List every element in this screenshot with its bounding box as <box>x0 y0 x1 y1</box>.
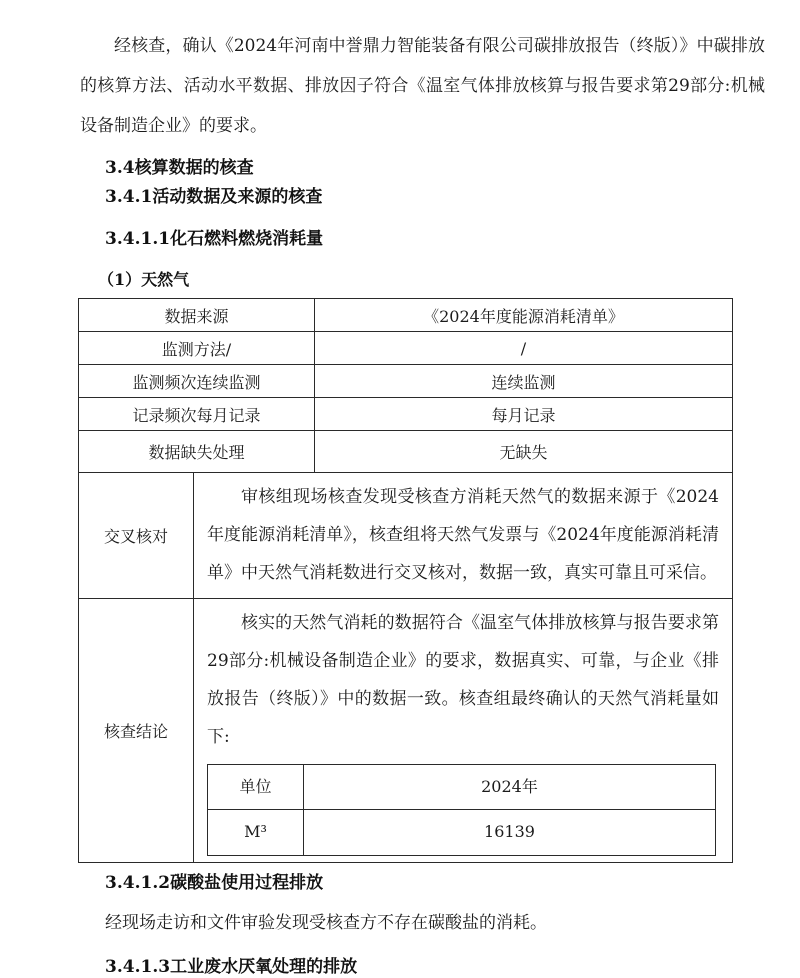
conclusion-text: 核实的天然气消耗的数据符合《温室气体排放核算与报告要求第29部分:机械设备制造企业》的要求，数据真实、可靠，与企业《排放报告（终版）》中的数据一致。核查组最终确认的天然气消耗量如下: <box>207 612 719 747</box>
verification-info-table <box>78 298 733 473</box>
table-row-missing-data <box>79 431 733 473</box>
section-heading-3-4-1-3: 3.4.1.3工业废水厌氧处理的排放 <box>105 956 358 977</box>
cross-check-cell <box>194 472 733 598</box>
record-frequency-value: 每月记录 <box>315 398 733 431</box>
carbonate-paragraph: 经现场走访和文件审验发现受核查方不存在碳酸盐的消耗。 <box>105 912 547 933</box>
conclusion-label: 核查结论 <box>79 598 194 862</box>
monitor-frequency-value: 连续监测 <box>315 365 733 398</box>
section-heading-3-4-1-1: 3.4.1.1化石燃料燃烧消耗量 <box>105 229 324 249</box>
consumption-header-row <box>208 764 716 809</box>
intro-paragraph: 经核查，确认《2024年河南中誉鼎力智能装备有限公司碳排放报告（终版）》中碳排放的核算方法、活动水平数据、排放因子符合《温室气体排放核算与报告要求第29部分:机械设备制造企业》的要求。 <box>80 36 765 136</box>
table-row-conclusion <box>79 598 733 862</box>
section-heading-3-4: 3.4核算数据的核查 <box>105 158 254 178</box>
verification-detail-table <box>78 472 733 863</box>
year-header-cell: 2024年 <box>304 764 716 809</box>
table-row-data-source <box>79 299 733 332</box>
conclusion-cell <box>194 598 733 862</box>
monitor-method-label: 监测方法/ <box>79 332 315 365</box>
unit-cell: M³ <box>208 809 304 855</box>
missing-data-label: 数据缺失处理 <box>79 431 315 473</box>
table-row-monitor-method <box>79 332 733 365</box>
monitor-frequency-label: 监测频次连续监测 <box>79 365 315 398</box>
gas-consumption-table <box>207 764 716 856</box>
unit-header-cell: 单位 <box>208 764 304 809</box>
record-frequency-label: 记录频次每月记录 <box>79 398 315 431</box>
amount-cell: 16139 <box>304 809 716 855</box>
table-row-record-frequency <box>79 398 733 431</box>
missing-data-value: 无缺失 <box>315 431 733 473</box>
cross-check-label: 交叉核对 <box>79 472 194 598</box>
table-row-monitor-frequency <box>79 365 733 398</box>
section-heading-3-4-1-2: 3.4.1.2碳酸盐使用过程排放 <box>105 872 324 893</box>
data-source-label: 数据来源 <box>79 299 315 332</box>
data-source-value: 《2024年度能源消耗清单》 <box>315 299 733 332</box>
cross-check-text: 审核组现场核查发现受核查方消耗天然气的数据来源于《2024年度能源消耗清单》，核查组将天然气发票与《2024年度能源消耗清单》中天然气消耗数进行交叉核对，数据一致，真实可靠且可采信。 <box>207 486 719 583</box>
table-row-cross-check <box>79 472 733 598</box>
natural-gas-item-heading: （1）天然气 <box>98 270 190 289</box>
consumption-value-row <box>208 809 716 855</box>
monitor-method-value: / <box>315 332 733 365</box>
section-heading-3-4-1: 3.4.1活动数据及来源的核查 <box>105 187 323 207</box>
